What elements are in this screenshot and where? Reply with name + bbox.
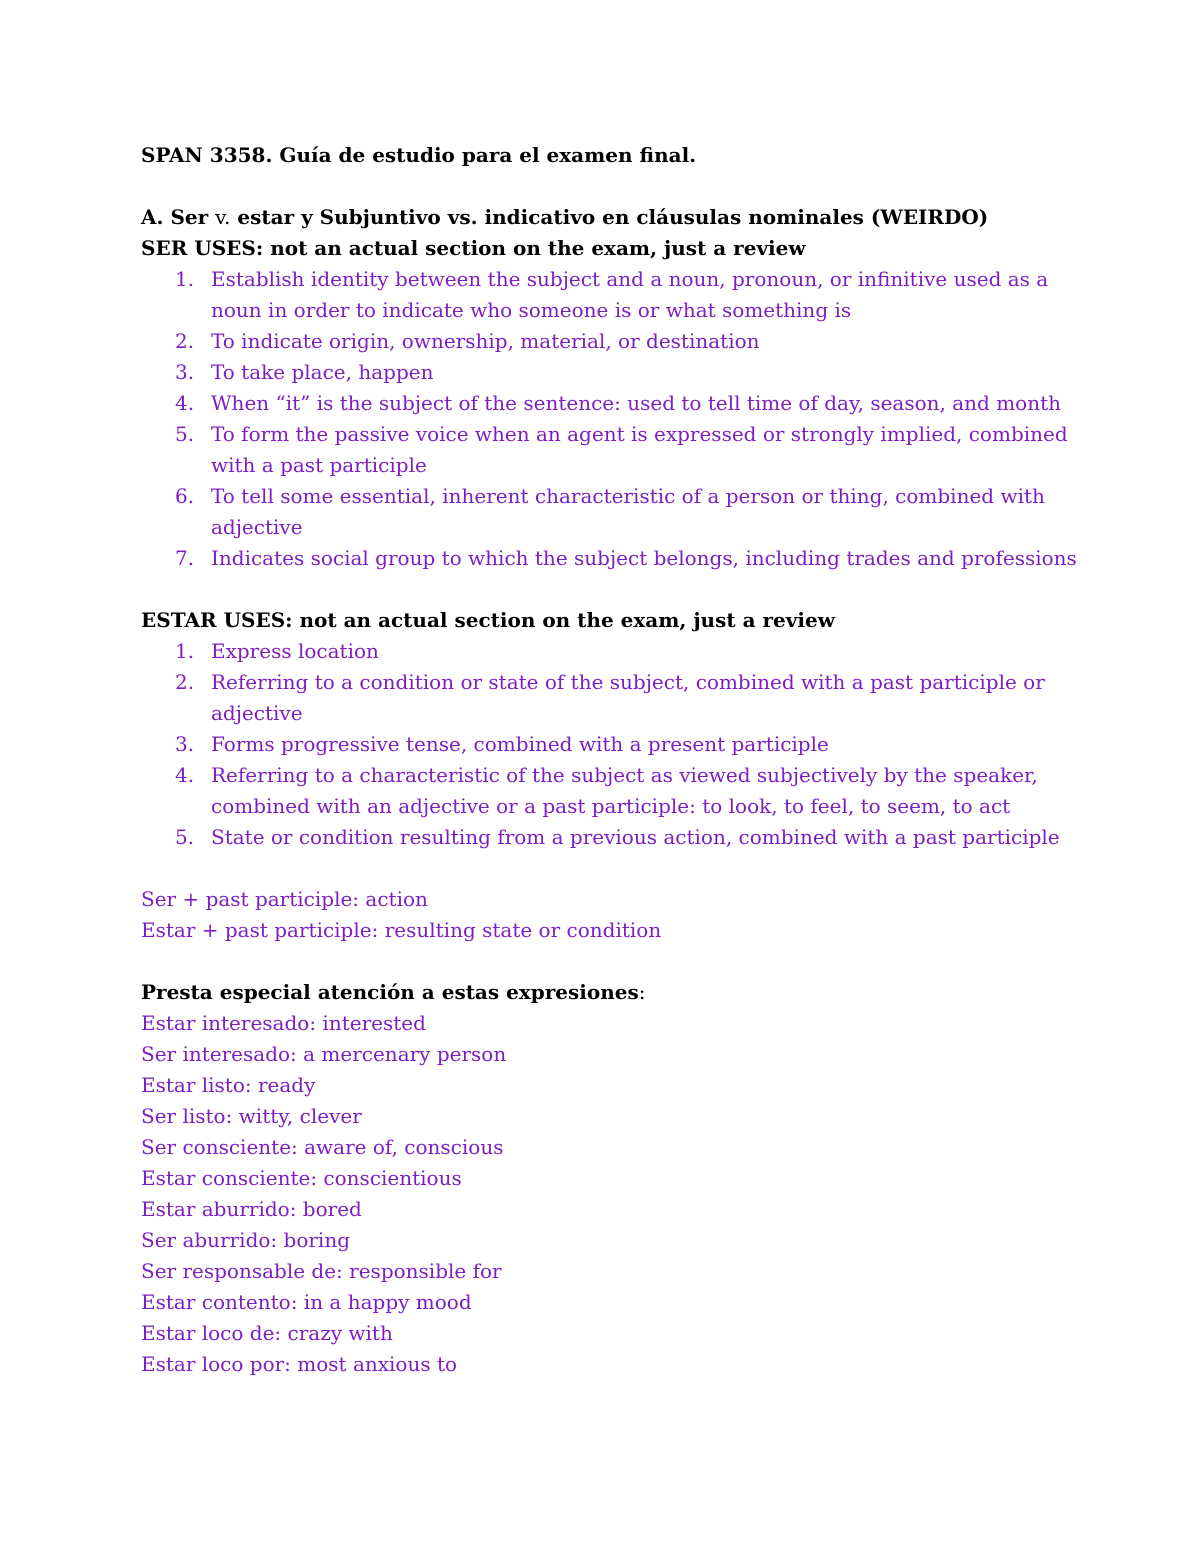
list-text: To indicate origin, ownership, material, or destination	[211, 329, 760, 353]
participle-note: Estar + past participle: resulting state or condition	[141, 918, 662, 942]
list-item	[141, 667, 1081, 729]
ser-uses-heading: SER USES: not an actual section on the exam, just a review	[141, 236, 806, 260]
expression-item: Ser consciente: aware of, conscious	[141, 1135, 504, 1159]
section-a-v: v.	[215, 205, 231, 229]
expression-item: Ser interesado: a mercenary person	[141, 1042, 507, 1066]
estar-uses-heading: ESTAR USES: not an actual section on the exam, just a review	[141, 608, 835, 632]
list-item	[141, 326, 1081, 357]
list-text: When “it” is the subject of the sentence: used to tell time of day, season, and month	[211, 391, 1062, 415]
ser-uses-list	[141, 264, 1081, 574]
expression-item: Ser listo: witty, clever	[141, 1104, 362, 1128]
list-number: 4.	[175, 391, 195, 415]
expressions-heading-line	[141, 977, 1081, 1008]
list-item	[141, 264, 1081, 326]
list-text: To tell some essential, inherent characteristic of a person or thing, combined with adjective	[211, 484, 1045, 539]
expressions-colon: :	[638, 980, 646, 1004]
list-number: 1.	[175, 639, 195, 663]
document-page	[141, 140, 1081, 1380]
list-item	[141, 419, 1081, 481]
list-number: 7.	[175, 546, 195, 570]
list-item	[141, 543, 1081, 574]
spacer	[141, 171, 1081, 202]
list-item	[141, 636, 1081, 667]
expression-item: Estar consciente: conscientious	[141, 1166, 462, 1190]
list-item	[141, 388, 1081, 419]
expression-item: Estar listo: ready	[141, 1073, 316, 1097]
list-number: 6.	[175, 484, 195, 508]
list-text: To take place, happen	[211, 360, 434, 384]
list-item	[141, 822, 1081, 853]
list-number: 4.	[175, 763, 195, 787]
list-number: 3.	[175, 360, 195, 384]
list-number: 1.	[175, 267, 195, 291]
participle-note: Ser + past participle: action	[141, 887, 428, 911]
list-number: 2.	[175, 329, 195, 353]
list-text: Express location	[211, 639, 379, 663]
spacer	[141, 574, 1081, 605]
expression-item: Estar loco por: most anxious to	[141, 1352, 458, 1376]
expression-item: Ser aburrido: boring	[141, 1228, 351, 1252]
expressions-heading: Presta especial atención a estas expresiones	[141, 980, 639, 1004]
estar-uses-list	[141, 636, 1081, 853]
expression-item: Estar loco de: crazy with	[141, 1321, 393, 1345]
expression-item: Estar contento: in a happy mood	[141, 1290, 472, 1314]
list-text: Forms progressive tense, combined with a present participle	[211, 732, 829, 756]
list-text: Indicates social group to which the subject belongs, including trades and professions	[211, 546, 1077, 570]
list-item	[141, 760, 1081, 822]
spacer	[141, 853, 1081, 884]
list-number: 3.	[175, 732, 195, 756]
list-text: Referring to a condition or state of the subject, combined with a past participle or adjective	[211, 670, 1045, 725]
list-item	[141, 357, 1081, 388]
list-text: To form the passive voice when an agent is expressed or strongly implied, combined with a past participle	[211, 422, 1068, 477]
section-a-rest: estar y Subjuntivo vs. indicativo en cláusulas nominales (WEIRDO)	[230, 205, 989, 229]
expression-item: Ser responsable de: responsible for	[141, 1259, 502, 1283]
list-number: 5.	[175, 422, 195, 446]
list-number: 5.	[175, 825, 195, 849]
expression-item: Estar aburrido: bored	[141, 1197, 362, 1221]
document-title: SPAN 3358. Guía de estudio para el examen final.	[141, 143, 697, 167]
list-text: State or condition resulting from a previous action, combined with a past participle	[211, 825, 1060, 849]
list-item	[141, 729, 1081, 760]
list-item	[141, 481, 1081, 543]
list-text: Referring to a characteristic of the subject as viewed subjectively by the speaker, combined with an adjective or a past participle: to look, to feel, to seem, to act	[211, 763, 1038, 818]
expression-item: Estar interesado: interested	[141, 1011, 426, 1035]
list-number: 2.	[175, 670, 195, 694]
list-text: Establish identity between the subject and a noun, pronoun, or infinitive used as a noun in order to indicate who someone is or what something is	[211, 267, 1049, 322]
section-a-heading	[141, 202, 1081, 233]
section-a-prefix: A. Ser	[141, 205, 216, 229]
spacer	[141, 946, 1081, 977]
